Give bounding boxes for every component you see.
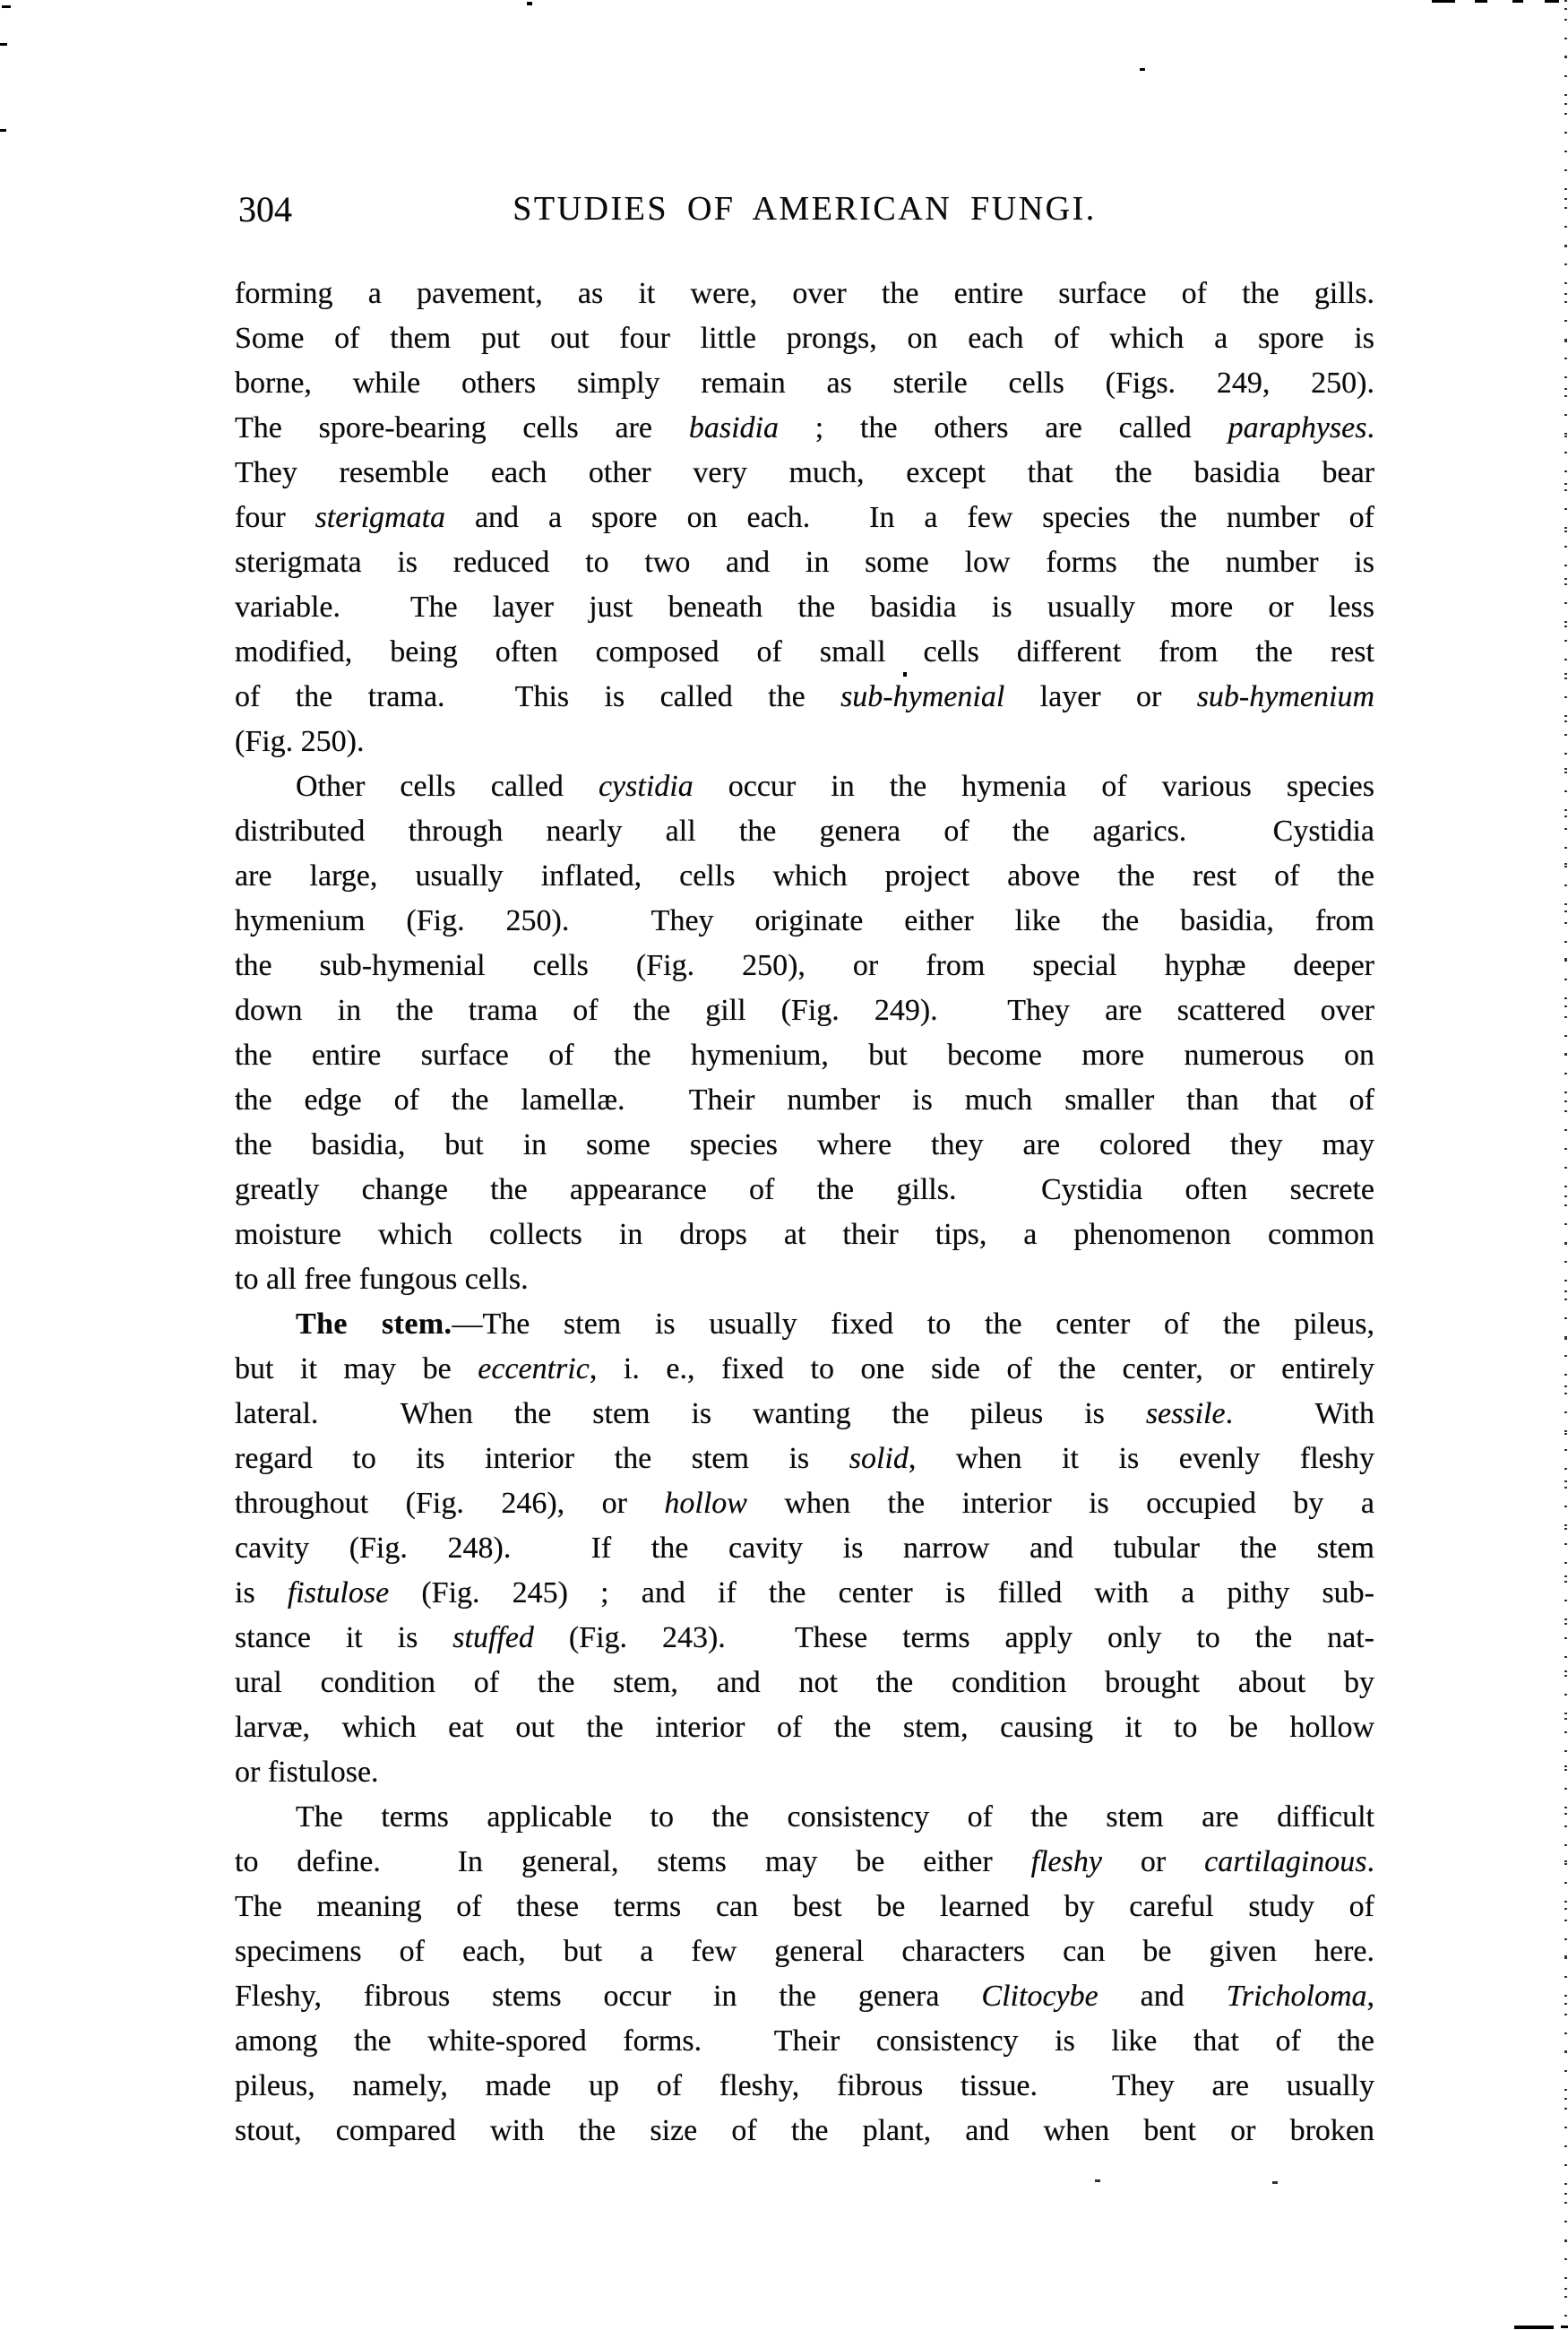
text-line: Other cells called cystidia occur in the hymenia of various species	[296, 770, 1375, 803]
text-line: (Fig. 250).	[235, 725, 365, 758]
text-line: among the white-spored forms. Their consistency is like that of the	[235, 2024, 1374, 2058]
scan-artifact	[527, 2, 532, 5]
text-line: The stem.—The stem is usually fixed to the center of the pileus,	[296, 1307, 1374, 1341]
text-line: pileus, namely, made up of fleshy, fibrous tissue. They are usually	[235, 2069, 1374, 2102]
text-line: the basidia, but in some species where they are colored they may	[235, 1128, 1374, 1161]
text-line: the entire surface of the hymenium, but become more numerous on	[235, 1039, 1374, 1072]
running-title: STUDIES OF AMERICAN FUNGI.	[513, 190, 1097, 228]
text-line: distributed through nearly all the genera of the agarics. Cystidia	[235, 815, 1374, 848]
scan-artifact	[1095, 2179, 1100, 2182]
text-line: regard to its interior the stem is solid, when it is evenly fleshy	[235, 1442, 1374, 1475]
text-line: is fistulose (Fig. 245) ; and if the center is filled with a pithy sub-	[235, 1576, 1375, 1609]
paragraph	[235, 272, 1374, 764]
text-line: The spore-bearing cells are basidia ; the others are called paraphyses.	[235, 411, 1374, 444]
scan-artifact	[0, 129, 6, 132]
text-line: to define. In general, stems may be either fleshy or cartilaginous.	[235, 1845, 1375, 1878]
text-line: of the trama. This is called the sub-hymenial layer or sub-hymenium	[235, 680, 1374, 713]
text-line: sterigmata is reduced to two and in some low forms the number is	[235, 546, 1374, 579]
text-line: larvæ, which eat out the interior of the stem, causing it to be hollow	[235, 1711, 1374, 1744]
text-line: greatly change the appearance of the gills. Cystidia often secrete	[235, 1173, 1374, 1206]
text-line: throughout (Fig. 246), or hollow when the interior is occupied by a	[235, 1487, 1374, 1520]
text-line: modified, being often composed of small cells different from the rest	[235, 635, 1374, 669]
text-line: cavity (Fig. 248). If the cavity is narrow and tubular the stem	[235, 1532, 1374, 1565]
text-line: moisture which collects in drops at their tips, a phenomenon common	[235, 1218, 1374, 1251]
page-number: 304	[238, 189, 292, 229]
text-line: the sub-hymenial cells (Fig. 250), or from special hyphæ deeper	[235, 949, 1374, 982]
text-line: but it may be eccentric, i. e., fixed to one side of the center, or entirely	[235, 1352, 1375, 1385]
scan-artifact	[1512, 0, 1523, 3]
text-line: lateral. When the stem is wanting the pileus is sessile. With	[235, 1397, 1374, 1430]
text-line: forming a pavement, as it were, over the entire surface of the gills.	[235, 277, 1374, 310]
text-line: stance it is stuffed (Fig. 243). These terms apply only to the nat-	[235, 1621, 1374, 1654]
page-header	[235, 190, 1374, 228]
scan-artifact	[1514, 2326, 1554, 2329]
scan-artifact	[2, 5, 11, 8]
text-line: to all free fungous cells.	[235, 1263, 529, 1296]
text-line: hymenium (Fig. 250). They originate either like the basidia, from	[235, 904, 1374, 937]
scan-artifact	[1432, 0, 1455, 3]
paragraph	[235, 1795, 1374, 2153]
text-line: The terms applicable to the consistency of the stem are difficult	[296, 1800, 1374, 1834]
paragraph	[235, 1302, 1374, 1795]
text-line: The meaning of these terms can best be learned by careful study of	[235, 1890, 1374, 1923]
text-line: Fleshy, fibrous stems occur in the genera Clitocybe and Tricholoma,	[235, 1980, 1375, 2013]
text-line: ural condition of the stem, and not the condition brought about by	[235, 1666, 1374, 1699]
text-line: borne, while others simply remain as sterile cells (Figs. 249, 250).	[235, 367, 1374, 400]
scan-artifact	[1545, 0, 1559, 3]
text-line: four sterigmata and a spore on each. In a few species the number of	[235, 501, 1374, 534]
text-line: or fistulose.	[235, 1756, 379, 1789]
scan-artifact	[903, 672, 907, 677]
scan-artifact	[1272, 2181, 1278, 2184]
text-line: Some of them put out four little prongs, on each of which a spore is	[235, 322, 1374, 355]
scan-artifact	[0, 43, 7, 46]
scan-artifact	[1140, 68, 1145, 71]
paragraph	[235, 764, 1374, 1302]
text-line: variable. The layer just beneath the basidia is usually more or less	[235, 591, 1374, 624]
text-line: They resemble each other very much, except that the basidia bear	[235, 456, 1374, 489]
text-line: specimens of each, but a few general characters can be given here.	[235, 1935, 1374, 1968]
text-line: stout, compared with the size of the plant, and when bent or broken	[235, 2114, 1374, 2147]
text-line: are large, usually inflated, cells which project above the rest of the	[235, 859, 1374, 893]
text-line: down in the trama of the gill (Fig. 249). They are scattered over	[235, 994, 1374, 1027]
scan-edge-dots	[1564, 0, 1567, 2330]
text-block	[235, 272, 1374, 2153]
text-line: the edge of the lamellæ. Their number is much smaller than that of	[235, 1083, 1374, 1117]
scan-artifact	[1561, 2326, 1568, 2328]
scan-artifact	[1475, 0, 1487, 3]
